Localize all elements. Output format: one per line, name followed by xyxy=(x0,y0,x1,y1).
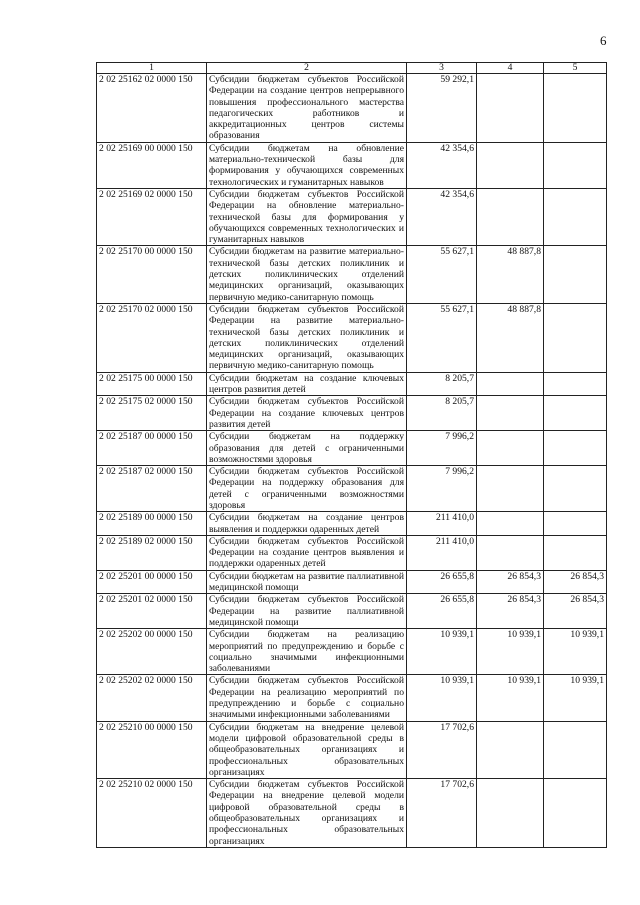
code-cell: 2 02 25170 02 0000 150 xyxy=(97,303,207,372)
value-col4-cell: 26 854,3 xyxy=(477,570,544,594)
table-row xyxy=(97,466,607,512)
page-number: 6 xyxy=(600,33,607,48)
table-row xyxy=(97,372,607,396)
name-cell: Субсидии бюджетам субъектов Российской Федерации на обновление материально-технической базы для формирования у обучающихся современных технологических и гуманитарных навыков xyxy=(207,188,407,245)
table-row xyxy=(97,675,607,721)
value-col3-cell: 211 410,0 xyxy=(407,512,477,536)
header-row xyxy=(97,63,607,74)
value-col5-cell: 26 854,3 xyxy=(544,570,607,594)
name-cell: Субсидии бюджетам на обновление материально-технической базы для формирования у обучающихся современных технологических и гуманитарных навыков xyxy=(207,142,407,188)
value-col5-cell xyxy=(544,372,607,396)
value-col4-cell xyxy=(477,779,544,848)
value-col4-cell xyxy=(477,372,544,396)
column-header-5: 5 xyxy=(544,63,607,74)
name-cell: Субсидии бюджетам субъектов Российской Федерации на внедрение целевой модели цифровой образовательной среды в общеобразовательных организациях и профессиональных образовательных организациях xyxy=(207,779,407,848)
code-cell: 2 02 25202 02 0000 150 xyxy=(97,675,207,721)
name-cell: Субсидии бюджетам на развитие материально-технической базы детских поликлиник и детских поликлинических отделений медицинских организаций, оказывающих первичную медико-санитарную помощь xyxy=(207,246,407,303)
value-col5-cell xyxy=(544,303,607,372)
name-cell: Субсидии бюджетам субъектов Российской Федерации на развитие паллиативной медицинской помощи xyxy=(207,594,407,629)
code-cell: 2 02 25175 00 0000 150 xyxy=(97,372,207,396)
value-col5-cell xyxy=(544,431,607,466)
table-row xyxy=(97,74,607,143)
value-col4-cell: 48 887,8 xyxy=(477,303,544,372)
name-cell: Субсидии бюджетам на развитие паллиативной медицинской помощи xyxy=(207,570,407,594)
value-col4-cell xyxy=(477,188,544,245)
value-col4-cell xyxy=(477,535,544,570)
value-col4-cell xyxy=(477,74,544,143)
table-row xyxy=(97,396,607,431)
code-cell: 2 02 25187 02 0000 150 xyxy=(97,466,207,512)
value-col3-cell: 26 655,8 xyxy=(407,594,477,629)
budget-table xyxy=(96,62,607,848)
table-row xyxy=(97,629,607,675)
value-col4-cell xyxy=(477,142,544,188)
code-cell: 2 02 25189 00 0000 150 xyxy=(97,512,207,536)
value-col5-cell xyxy=(544,779,607,848)
code-cell: 2 02 25201 00 0000 150 xyxy=(97,570,207,594)
value-col5-cell xyxy=(544,142,607,188)
table-row xyxy=(97,246,607,303)
name-cell: Субсидии бюджетам субъектов Российской Федерации на реализацию мероприятий по предупреждению и борьбе с социально значимыми инфекционными заболеваниями xyxy=(207,675,407,721)
value-col5-cell xyxy=(544,466,607,512)
code-cell: 2 02 25189 02 0000 150 xyxy=(97,535,207,570)
code-cell: 2 02 25210 02 0000 150 xyxy=(97,779,207,848)
table-header xyxy=(97,63,607,74)
table-row xyxy=(97,188,607,245)
value-col3-cell: 7 996,2 xyxy=(407,431,477,466)
column-header-1: 1 xyxy=(97,63,207,74)
value-col5-cell xyxy=(544,535,607,570)
code-cell: 2 02 25169 00 0000 150 xyxy=(97,142,207,188)
column-header-3: 3 xyxy=(407,63,477,74)
value-col4-cell: 48 887,8 xyxy=(477,246,544,303)
value-col4-cell xyxy=(477,466,544,512)
value-col4-cell xyxy=(477,512,544,536)
code-cell: 2 02 25162 02 0000 150 xyxy=(97,74,207,143)
name-cell: Субсидии бюджетам субъектов Российской Федерации на создание центров выявления и поддержки одаренных детей xyxy=(207,535,407,570)
code-cell: 2 02 25187 00 0000 150 xyxy=(97,431,207,466)
value-col5-cell xyxy=(544,721,607,778)
name-cell: Субсидии бюджетам субъектов Российской Федерации на создание ключевых центров развития детей xyxy=(207,396,407,431)
name-cell: Субсидии бюджетам субъектов Российской Федерации на создание центров непрерывного повышения профессионального мастерства педагогических работников и аккредитационных центров системы образования xyxy=(207,74,407,143)
table-body xyxy=(97,74,607,848)
code-cell: 2 02 25175 02 0000 150 xyxy=(97,396,207,431)
value-col4-cell: 26 854,3 xyxy=(477,594,544,629)
code-cell: 2 02 25210 00 0000 150 xyxy=(97,721,207,778)
name-cell: Субсидии бюджетам на внедрение целевой модели цифровой образовательной среды в общеобразовательных организациях и профессиональных образовательных организациях xyxy=(207,721,407,778)
value-col4-cell: 10 939,1 xyxy=(477,629,544,675)
code-cell: 2 02 25170 00 0000 150 xyxy=(97,246,207,303)
name-cell: Субсидии бюджетам на создание ключевых центров развития детей xyxy=(207,372,407,396)
table-row xyxy=(97,431,607,466)
code-cell: 2 02 25201 02 0000 150 xyxy=(97,594,207,629)
value-col3-cell: 59 292,1 xyxy=(407,74,477,143)
table-row xyxy=(97,142,607,188)
table-row xyxy=(97,779,607,848)
value-col3-cell: 42 354,6 xyxy=(407,188,477,245)
value-col5-cell xyxy=(544,246,607,303)
column-header-2: 2 xyxy=(207,63,407,74)
name-cell: Субсидии бюджетам субъектов Российской Федерации на развитие материально-технической базы детских поликлиник и детских поликлинических отделений медицинских организаций, оказывающих первичную медико-санитарную помощь xyxy=(207,303,407,372)
table-row xyxy=(97,512,607,536)
value-col5-cell xyxy=(544,396,607,431)
name-cell: Субсидии бюджетам на создание центров выявления и поддержки одаренных детей xyxy=(207,512,407,536)
table-row xyxy=(97,721,607,778)
value-col3-cell: 26 655,8 xyxy=(407,570,477,594)
column-header-4: 4 xyxy=(477,63,544,74)
table-row xyxy=(97,303,607,372)
value-col3-cell: 10 939,1 xyxy=(407,675,477,721)
value-col3-cell: 211 410,0 xyxy=(407,535,477,570)
value-col5-cell: 10 939,1 xyxy=(544,629,607,675)
value-col5-cell xyxy=(544,74,607,143)
value-col3-cell: 42 354,6 xyxy=(407,142,477,188)
value-col4-cell xyxy=(477,721,544,778)
table-row xyxy=(97,570,607,594)
value-col3-cell: 7 996,2 xyxy=(407,466,477,512)
value-col3-cell: 8 205,7 xyxy=(407,396,477,431)
value-col3-cell: 55 627,1 xyxy=(407,303,477,372)
name-cell: Субсидии бюджетам на реализацию мероприятий по предупреждению и борьбе с социально значимыми инфекционными заболеваниями xyxy=(207,629,407,675)
value-col3-cell: 8 205,7 xyxy=(407,372,477,396)
value-col3-cell: 10 939,1 xyxy=(407,629,477,675)
name-cell: Субсидии бюджетам на поддержку образования для детей с ограниченными возможностями здоровья xyxy=(207,431,407,466)
value-col3-cell: 17 702,6 xyxy=(407,779,477,848)
table-row xyxy=(97,594,607,629)
value-col5-cell: 26 854,3 xyxy=(544,594,607,629)
value-col4-cell: 10 939,1 xyxy=(477,675,544,721)
value-col5-cell xyxy=(544,512,607,536)
value-col3-cell: 55 627,1 xyxy=(407,246,477,303)
code-cell: 2 02 25169 02 0000 150 xyxy=(97,188,207,245)
value-col5-cell: 10 939,1 xyxy=(544,675,607,721)
value-col3-cell: 17 702,6 xyxy=(407,721,477,778)
value-col4-cell xyxy=(477,396,544,431)
value-col4-cell xyxy=(477,431,544,466)
name-cell: Субсидии бюджетам субъектов Российской Федерации на поддержку образования для детей с ограниченными возможностями здоровья xyxy=(207,466,407,512)
value-col5-cell xyxy=(544,188,607,245)
code-cell: 2 02 25202 00 0000 150 xyxy=(97,629,207,675)
table-row xyxy=(97,535,607,570)
